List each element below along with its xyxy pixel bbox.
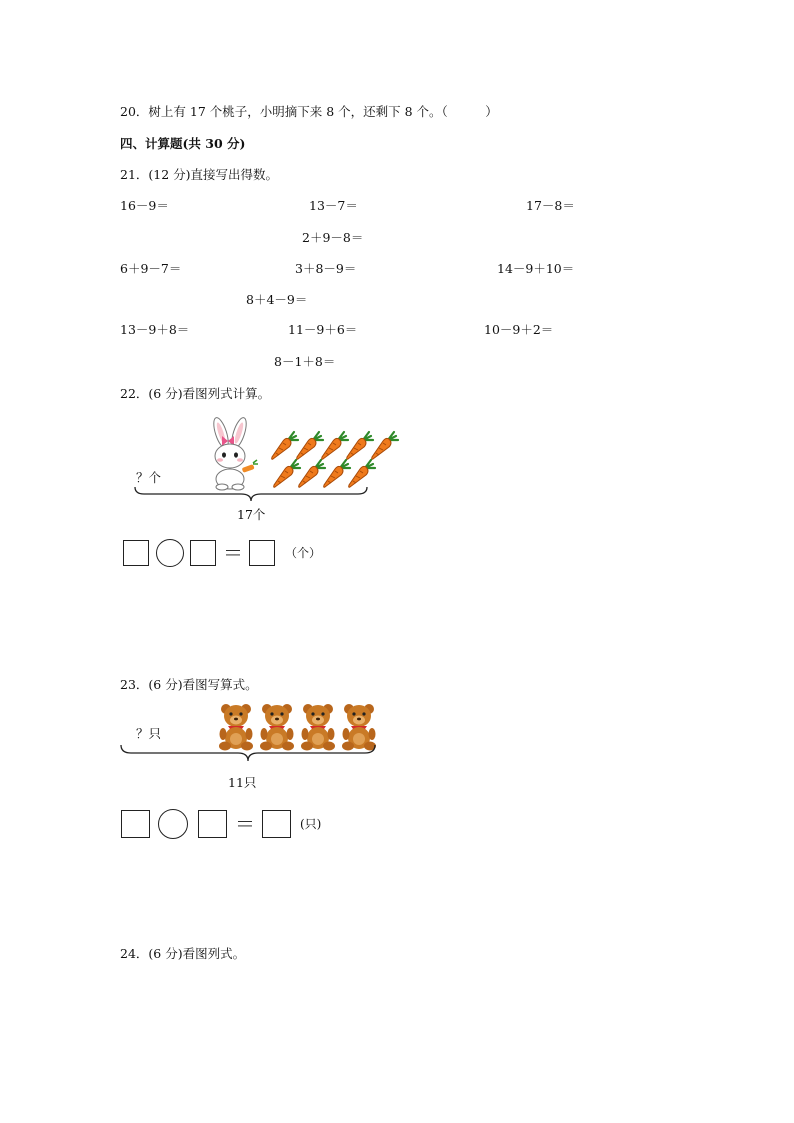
question-23-prompt: 23．(6 分)看图写算式。	[120, 677, 258, 692]
unknown-quantity-label: ？个	[136, 470, 162, 485]
carrot-icon	[297, 432, 323, 459]
calc-item: 13－7＝	[309, 198, 358, 213]
total-quantity-label: 17个	[237, 507, 266, 522]
carrots-illustration	[262, 430, 394, 492]
calc-item: 13－9＋8＝	[120, 322, 190, 337]
carrot-icon	[274, 460, 300, 487]
question-20: 20．树上有 17 个桃子，小明摘下来 8 个，还剩下 8 个。（ ）	[120, 104, 498, 119]
answer-box[interactable]	[198, 810, 227, 838]
operator-circle[interactable]	[158, 809, 188, 839]
calc-item: 11－9＋6＝	[288, 322, 358, 337]
total-brace	[120, 744, 376, 762]
carrot-icon	[372, 432, 398, 459]
unit-label: (只)	[300, 817, 322, 831]
calc-item: 16－9＝	[120, 198, 169, 213]
equals-sign: ＝	[235, 812, 255, 836]
carrot-icon	[324, 460, 350, 487]
carrot-icon	[272, 432, 298, 459]
result-box[interactable]	[249, 540, 275, 566]
question-22-prompt: 22．(6 分)看图列式计算。	[120, 386, 271, 401]
calc-item: 2＋9－8＝	[302, 230, 364, 245]
total-brace	[134, 486, 368, 502]
carrot-icon	[322, 432, 348, 459]
equals-sign: ＝	[223, 541, 243, 565]
carrot-icon	[299, 460, 325, 487]
result-box[interactable]	[262, 810, 291, 838]
answer-box[interactable]	[121, 810, 150, 838]
calc-item: 8＋4－9＝	[246, 292, 308, 307]
calc-item: 10－9＋2＝	[484, 322, 554, 337]
answer-box[interactable]	[123, 540, 149, 566]
carrot-icon	[349, 460, 375, 487]
total-quantity-label: 11只	[228, 775, 257, 790]
question-21-prompt: 21．(12 分)直接写出得数。	[120, 167, 279, 182]
calc-item: 14－9＋10＝	[497, 261, 575, 276]
calc-item: 3＋8－9＝	[295, 261, 357, 276]
calc-item: 6＋9－7＝	[120, 261, 182, 276]
section-title-calculation: 四、计算题(共 30 分)	[120, 136, 246, 151]
operator-circle[interactable]	[156, 539, 184, 567]
calc-item: 8－1＋8＝	[274, 354, 336, 369]
answer-box[interactable]	[190, 540, 216, 566]
rabbit-illustration	[198, 416, 266, 490]
unknown-quantity-label: ？只	[136, 726, 162, 741]
question-24-prompt: 24．(6 分)看图列式。	[120, 946, 246, 961]
unit-label: （个）	[285, 546, 322, 560]
calc-item: 17－8＝	[526, 198, 575, 213]
carrot-icon	[347, 432, 373, 459]
